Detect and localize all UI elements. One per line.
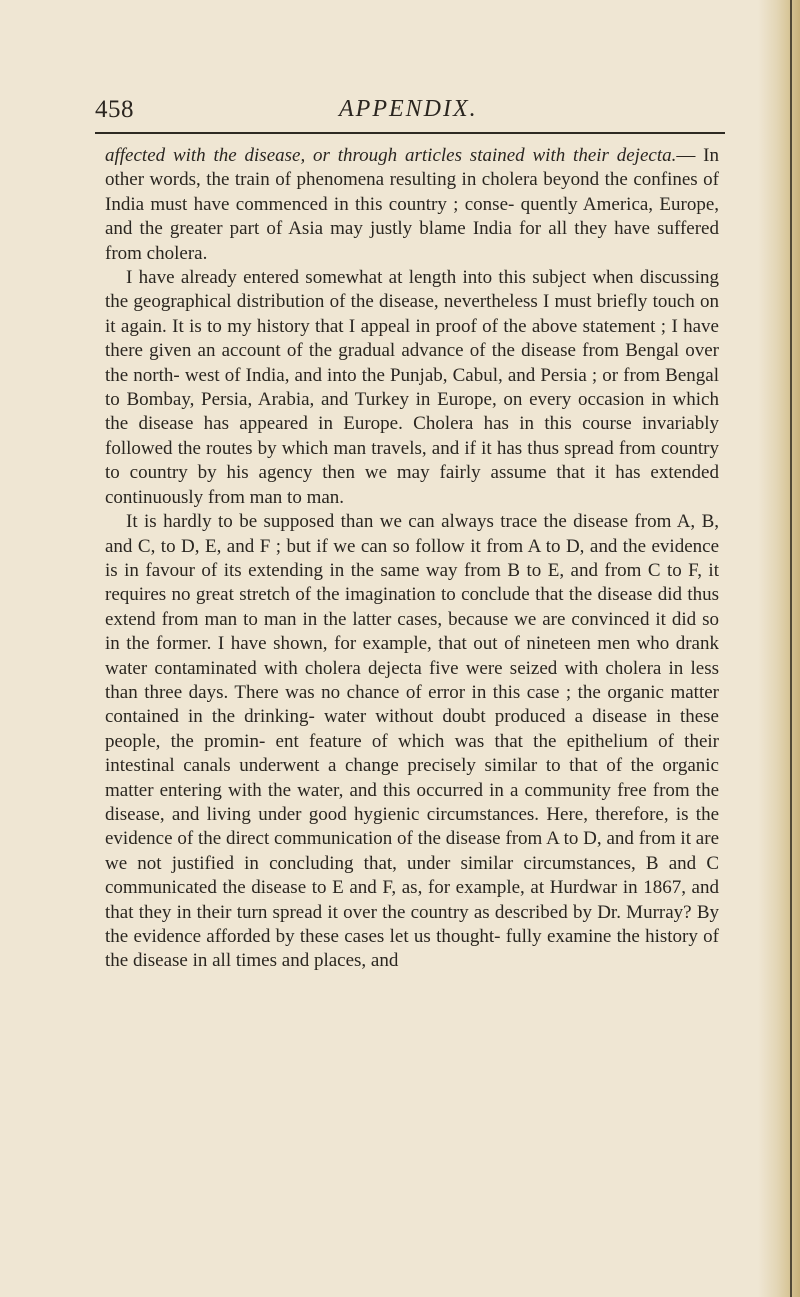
running-head: APPENDIX.: [339, 96, 478, 122]
paragraph-1-text: — In other words, the train of phenomena resulting in cholera beyond the confines of India must have commenced in this country ; conse- quently America, Europe, and the greater part of Asia may justly blame India for all they have suffered from cholera.: [105, 145, 719, 264]
body-text: [105, 144, 719, 974]
page-header: [95, 96, 725, 130]
page-edge-shadow: [758, 0, 800, 1297]
binding-edge-line: [790, 0, 792, 1297]
paragraph-1: [105, 144, 719, 266]
paragraph-1-italic-lead: affected with the disease, or through articles stained with their dejecta.: [105, 145, 677, 166]
header-rule: [95, 132, 725, 134]
page-number: 458: [95, 96, 134, 123]
paragraph-2: I have already entered somewhat at length into this subject when discussing the geographical distribution of the disease, nevertheless I must briefly touch on it again. It is to my history that I appeal in proof of the above statement ; I have there given an account of the gradual advance of the disease from Bengal over the north- west of India, and into the Punjab, Cabul, and Persia ; or from Bengal to Bombay, Persia, Arabia, and Turkey in Europe, on every occasion in which the disease has appeared in Europe. Cholera has in this course invariably followed the routes by which man travels, and if it has thus spread from country to country by his agency then we may fairly assume that it has extended continuously from man to man.: [105, 267, 719, 508]
paragraph-3: It is hardly to be supposed than we can always trace the disease from A, B, and C, to D, E, and F ; but if we can so follow it from A to D, and the evidence is in favour of its extending in the same way from B to E, and from C to F, it requires no great stretch of the imagination to conclude that the disease did thus extend from man to man in the latter cases, because we are convinced it did so in the former. I have shown, for example, that out of nineteen men who drank water contaminated with cholera dejecta five were seized with cholera in less than three days. There was no chance of error in this case ; the organic matter contained in the drinking- water without doubt produced a disease in these people, the promin- ent feature of which was that the epithelium of their intestinal canals underwent a change precisely similar to that of the organic matter entering with the water, and this occurred in a community free from the disease, and living under good hygienic circumstances. Here, therefore, is the evidence of the direct communication of the disease from A to D, and from it are we not justified in concluding that, under similar circumstances, B and C communicated the disease to E and F, as, for example, at Hurdwar in 1867, and that they in their turn spread it over the country as described by Dr. Murray? By the evidence afforded by these cases let us thought- fully examine the history of the disease in all times and places, and: [105, 511, 719, 972]
